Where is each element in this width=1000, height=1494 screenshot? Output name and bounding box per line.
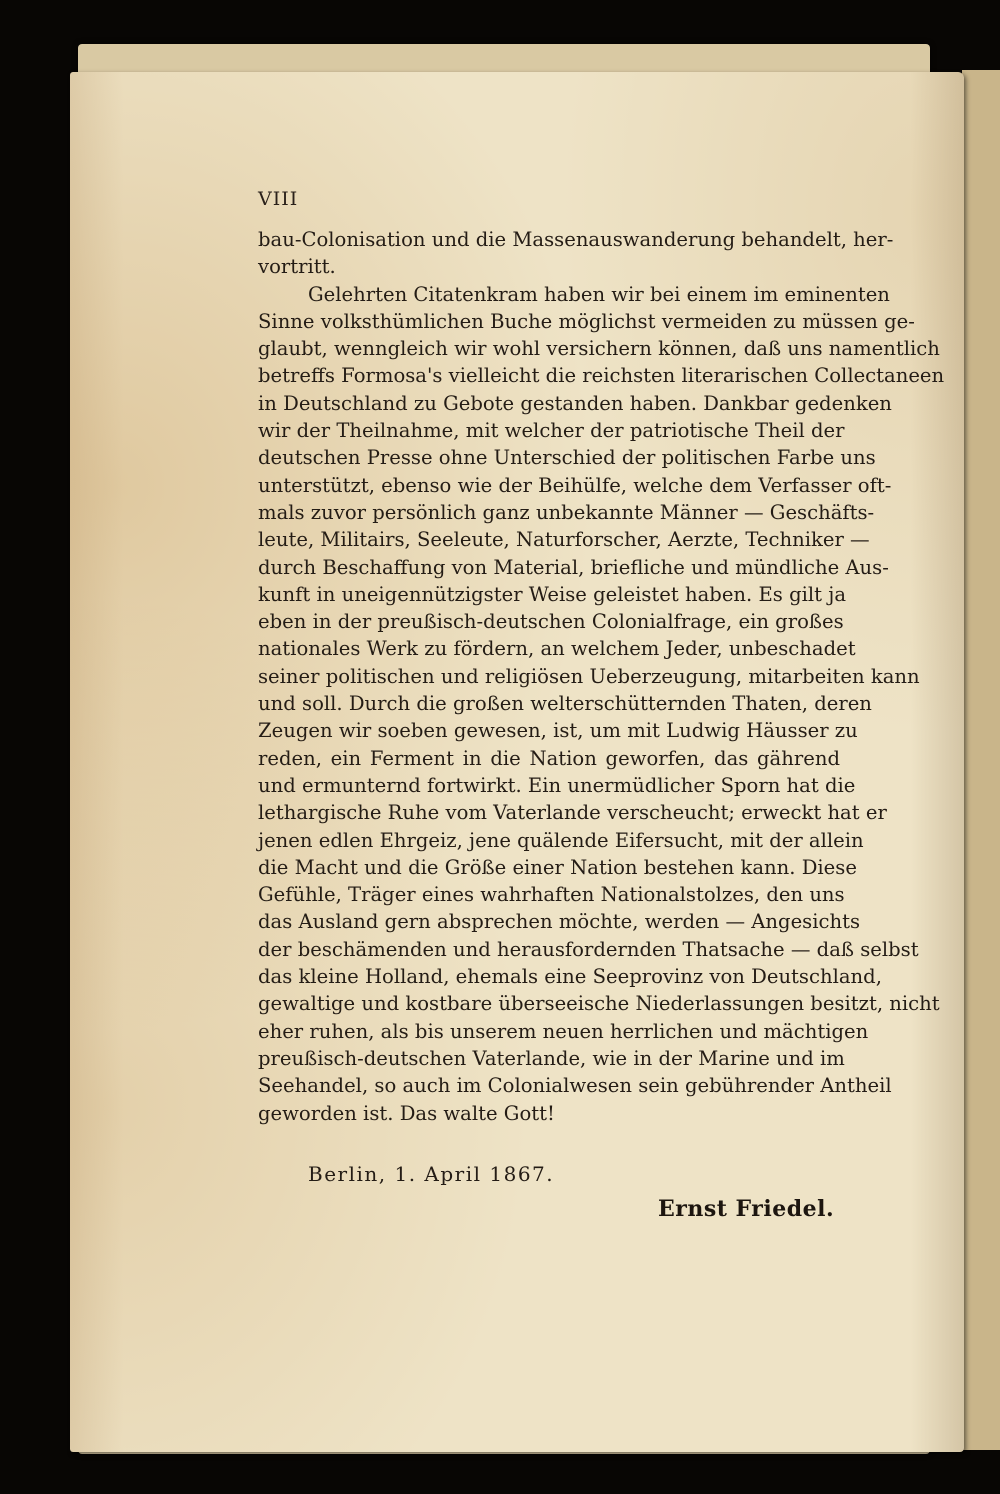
text-line: preußisch-deutschen Vaterlande, wie in der Marine und im <box>258 1046 845 1070</box>
text-line: Seehandel, so auch im Colonialwesen sein gebührender Antheil <box>258 1074 892 1098</box>
text-line: deutschen Presse ohne Unterschied der politischen Farbe uns <box>258 446 876 470</box>
text-line: betreffs Formosa's vielleicht die reichsten literarischen Collectaneen <box>258 364 945 388</box>
text-line: und soll. Durch die großen welterschütternden Thaten, deren <box>258 692 872 716</box>
text-line: eben in der preußisch-deutschen Colonialfrage, ein großes <box>258 610 844 634</box>
text-line: seiner politischen und religiösen Ueberzeugung, mitarbeiten kann <box>258 664 920 688</box>
text-line: Zeugen wir soeben gewesen, ist, um mit Ludwig Häusser zu <box>258 719 858 743</box>
text-line: kunft in uneigennützigster Weise geleistet haben. Es gilt ja <box>258 582 847 606</box>
text-line: in Deutschland zu Gebote gestanden haben. Dankbar gedenken <box>258 391 892 415</box>
dateline: Berlin, 1. April 1867. <box>308 1162 555 1186</box>
author-signature: Ernst Friedel. <box>658 1196 835 1222</box>
text-line: mals zuvor persönlich ganz unbekannte Männer — Geschäfts- <box>258 500 875 524</box>
text-line: wir der Theilnahme, mit welcher der patriotische Theil der <box>258 419 845 443</box>
text-line: das Ausland gern absprechen möchte, werden — Angesichts <box>258 910 861 934</box>
adjacent-page-edge <box>962 70 1000 1450</box>
text-line: die Macht und die Größe einer Nation bestehen kann. Diese <box>258 855 857 879</box>
text-line: reden, ein Ferment in die Nation geworfen, das gährend <box>258 746 840 770</box>
text-line: Gefühle, Träger eines wahrhaften Nationalstolzes, den uns <box>258 883 845 907</box>
text-line: gewaltige und kostbare überseeische Niederlassungen besitzt, nicht <box>258 992 940 1016</box>
text-line: nationales Werk zu fördern, an welchem Jeder, unbeschadet <box>258 637 856 661</box>
text-line: geworden ist. Das walte Gott! <box>258 1101 555 1125</box>
text-line: eher ruhen, als bis unserem neuen herrlichen und mächtigen <box>258 1019 869 1043</box>
text-line: vortritt. <box>258 255 336 279</box>
text-line: glaubt, wenngleich wir wohl versichern können, daß uns namentlich <box>258 337 940 361</box>
text-line: das kleine Holland, ehemals eine Seeprovinz von Deutschland, <box>258 965 882 989</box>
text-line: bau-Colonisation und die Massenauswanderung behandelt, her- <box>258 228 894 251</box>
text-line: leute, Militairs, Seeleute, Naturforscher, Aerzte, Techniker — <box>258 528 870 552</box>
text-line: und ermunternd fortwirkt. Ein unermüdlicher Sporn hat die <box>258 773 856 797</box>
text-line: Gelehrten Citatenkram haben wir bei einem im eminenten <box>308 282 890 306</box>
text-line: durch Beschaffung von Material, briefliche und mündliche Aus- <box>258 555 889 579</box>
page-number: VIII <box>258 188 299 210</box>
text-line: der beschämenden und herausfordernden Thatsache — daß selbst <box>258 937 919 961</box>
text-line: lethargische Ruhe vom Vaterlande verscheucht; erweckt hat er <box>258 801 887 825</box>
text-line: jenen edlen Ehrgeiz, jene quälende Eifersucht, mit der allein <box>258 828 864 852</box>
text-line: Sinne volksthümlichen Buche möglichst vermeiden zu müssen ge- <box>258 309 915 333</box>
body-text <box>258 226 945 1127</box>
text-line: unterstützt, ebenso wie der Beihülfe, welche dem Verfasser oft- <box>258 473 892 497</box>
